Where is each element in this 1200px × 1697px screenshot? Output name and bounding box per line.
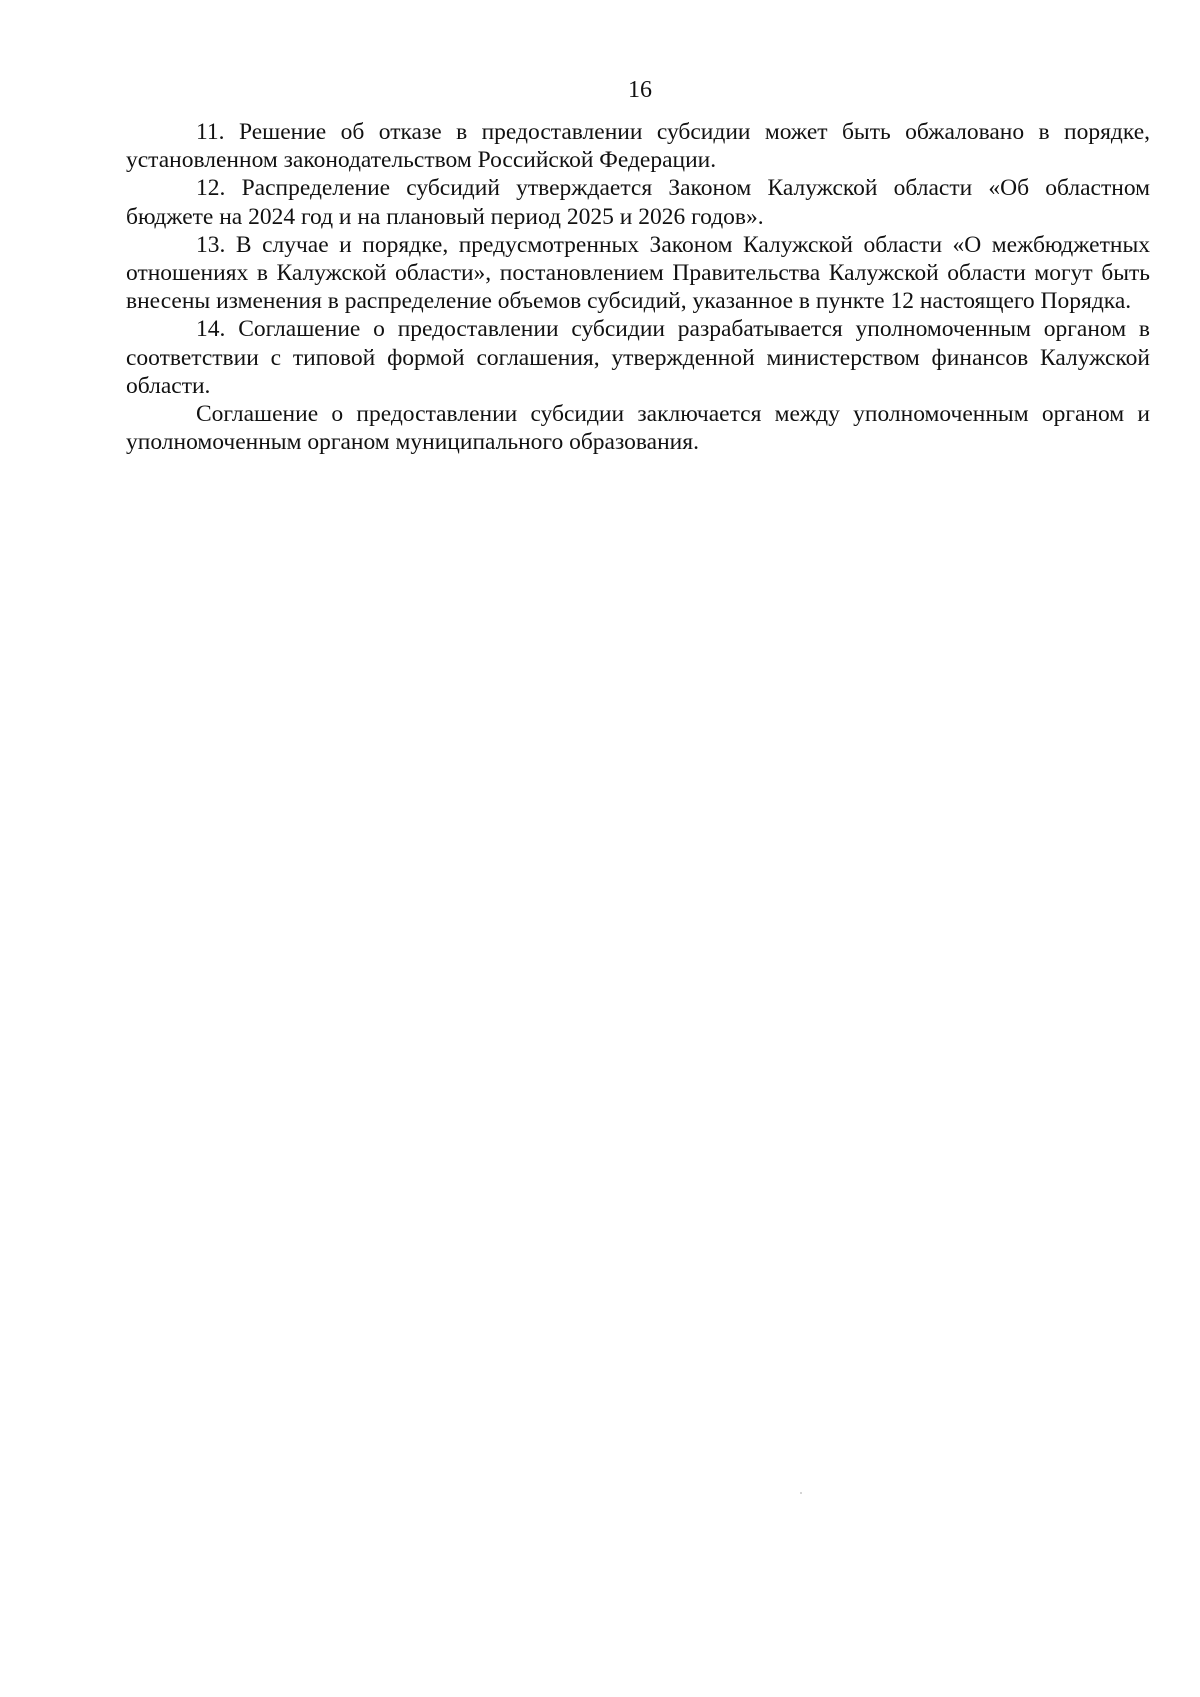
paragraph-11	[126, 118, 1150, 174]
paragraph-text: Соглашение о предоставлении субсидии заключается между уполномоченным органом и уполномоченным органом муниципального образования.	[126, 401, 1150, 456]
paragraph-text: В случае и порядке, предусмотренных Законом Калужской области «О межбюджетных отношениях в Калужской области», постановлением Правительства Калужской области могут быть внесены изменения в распределение объемов субсидий, указанное в пункте 12 настоящего Порядка.	[126, 231, 1150, 315]
paragraph-14-continuation	[126, 400, 1150, 456]
paragraph-text: Решение об отказе в предоставлении субсидии может быть обжаловано в порядке, установленном законодательством Российской Федерации.	[126, 119, 1151, 174]
paragraph-number: 14.	[196, 316, 226, 343]
paragraph-number: 13.	[196, 231, 226, 258]
paragraph-text: Распределение субсидий утверждается Законом Калужской области «Об областном бюджете на 2024 год и на плановый период 2025 и 2026 годов».	[126, 175, 1150, 230]
paragraph-text: Соглашение о предоставлении субсидии разрабатывается уполномоченным органом в соответствии с типовой формой соглашения, утвержденной министерством финансов Калужской области.	[126, 316, 1150, 399]
scan-speck	[800, 1492, 802, 1494]
page-number: 16	[628, 77, 652, 103]
paragraph-number: 12.	[196, 175, 226, 202]
paragraph-number: 11.	[196, 119, 225, 145]
paragraph-12	[126, 174, 1150, 230]
document-body	[126, 118, 1150, 456]
paragraph-13	[126, 231, 1150, 316]
paragraph-14	[126, 315, 1150, 400]
